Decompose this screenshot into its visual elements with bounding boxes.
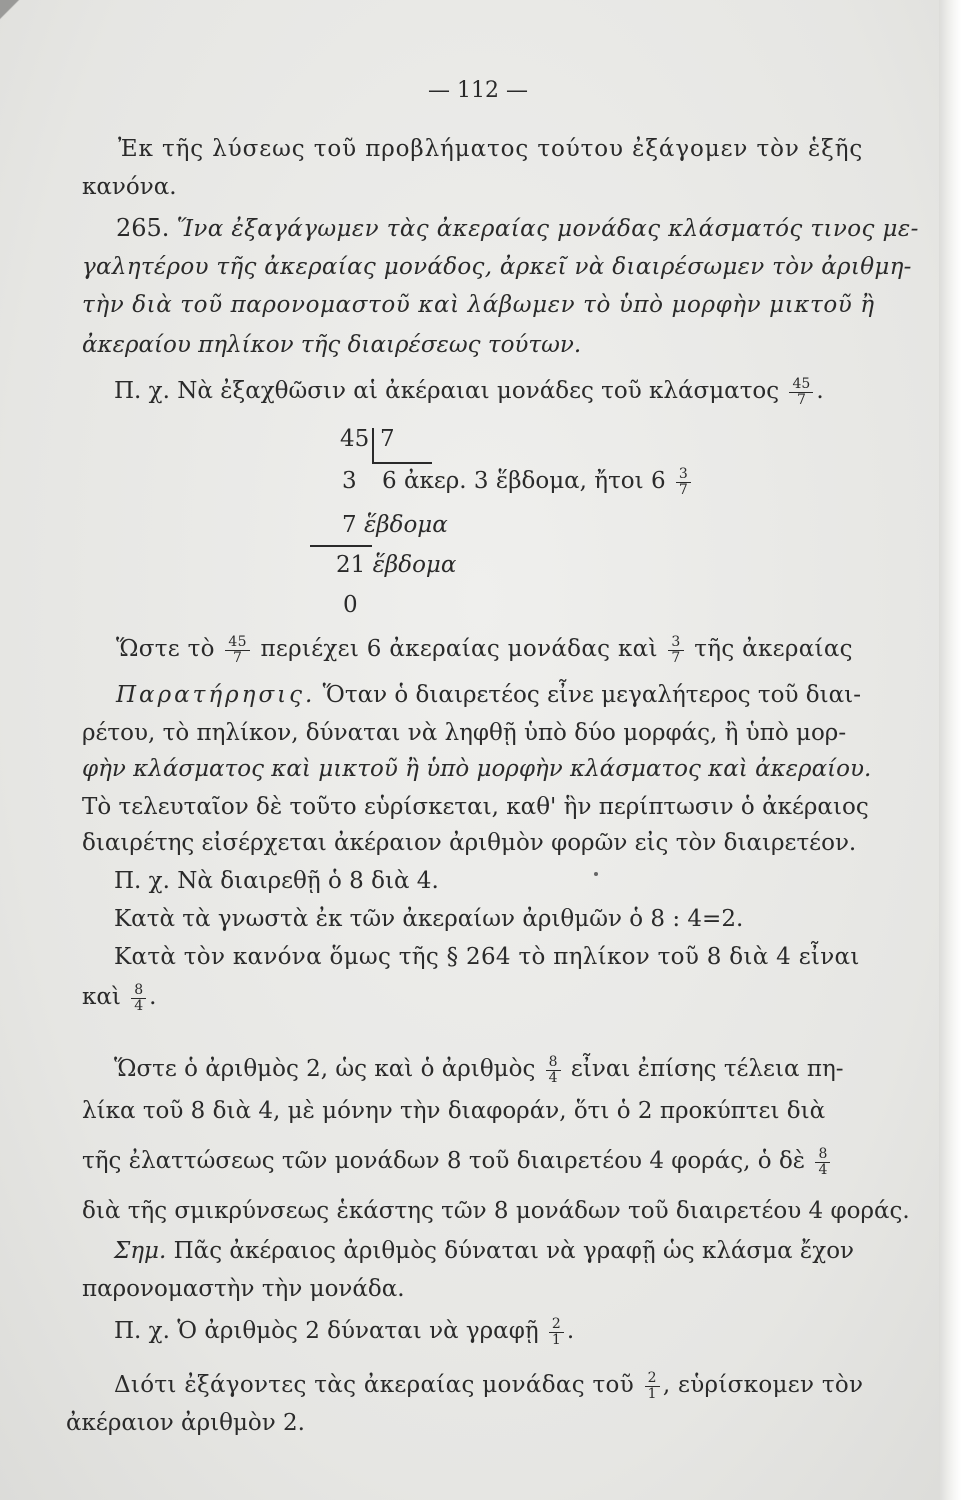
page-number: — 112 — — [428, 78, 528, 103]
remark-line-5: διαιρέτης εἰσέρχεται ἀκέραιον ἀριθμὸν φορῶν εἰς τὸν διαιρετέον. — [82, 830, 857, 856]
fraction-45-7 — [225, 635, 249, 666]
fraction-numerator: 8 — [546, 1055, 561, 1071]
note-label: Σημ. — [114, 1238, 167, 1264]
final-line-2: ἀκέραιον ἀριθμὸν 2. — [66, 1410, 305, 1436]
conclusion-2-line-1 — [114, 1054, 844, 1086]
fraction-numerator: 8 — [131, 983, 146, 999]
fraction-8-4 — [131, 983, 146, 1014]
example-3 — [114, 1316, 574, 1348]
row-number: 21 — [336, 552, 366, 578]
conclusion-2-line-3 — [82, 1146, 833, 1178]
conclusion-2-post: εἶναι ἐπίσης τέλεια πη- — [570, 1056, 844, 1082]
fraction-numerator: 3 — [676, 467, 691, 483]
fraction-numerator: 45 — [789, 377, 813, 393]
row-number: 7 — [342, 512, 357, 538]
division-vertical-bar — [372, 428, 374, 464]
example-2-line-2: Κατὰ τὰ γνωστὰ ἐκ τῶν ἀκεραίων ἀριθμῶν ὁ 8 : 4=2. — [114, 906, 744, 932]
example-2-line-1: Π. χ. Νὰ διαιρεθῇ ὁ 8 διὰ 4. — [114, 868, 439, 894]
intro-line-2: κανόνα. — [82, 174, 177, 200]
example-3-text: Π. χ. Ὁ ἀριθμὸς 2 δύναται νὰ γραφῇ — [114, 1318, 539, 1344]
example-1-end: . — [816, 378, 824, 404]
page-edge — [939, 0, 961, 1500]
fraction-denominator: 4 — [548, 1069, 558, 1086]
division-row-5: 0 — [343, 592, 358, 618]
remark-line-4: Τὸ τελευταῖον δὲ τοῦτο εὑρίσκεται, καθ' ἣν περίπτωσιν ὁ ἀκέραιος — [82, 794, 869, 820]
example-2-line-4 — [82, 982, 156, 1014]
note-line-2: παρονομαστὴν τὴν μονάδα. — [82, 1276, 405, 1302]
example-3-end: . — [566, 1318, 575, 1344]
fraction-numerator: 2 — [549, 1317, 564, 1333]
fraction-denominator: 7 — [678, 481, 688, 498]
section-265-line-4: ἀκεραίου πηλίκον τῆς διαιρέσεως τούτων. — [82, 332, 582, 358]
fraction-8-4 — [546, 1055, 561, 1086]
remainder: 3 — [342, 468, 357, 494]
conclusion-2-line-4: διὰ τῆς σμικρύνσεως ἑκάστης τῶν 8 μονάδων τοῦ διαιρετέου 4 φοράς. — [82, 1198, 910, 1224]
fraction-denominator: 7 — [671, 649, 681, 666]
rule-text: Ἵνα ἐξαγάγωμεν τὰς ἀκεραίας μονάδας κλάσματός τινος με- — [176, 216, 919, 242]
print-speck — [594, 872, 598, 876]
fraction-2-1 — [549, 1317, 564, 1348]
row-word: ἕβδομα — [363, 512, 448, 538]
conclusion-1 — [116, 634, 853, 666]
fraction-denominator: 7 — [232, 649, 243, 666]
example-1-text: Π. χ. Νὰ ἐξαχθῶσιν αἱ ἀκέραιαι μονάδες τοῦ κλάσματος — [114, 378, 780, 404]
remark-line-2: ρέτου, τὸ πηλίκον, δύναται νὰ ληφθῇ ὑπὸ δύο μορφάς, ἢ ὑπὸ μορ- — [82, 720, 847, 746]
example-1 — [114, 376, 824, 408]
page-corner — [0, 0, 20, 20]
example-2-end: . — [149, 984, 157, 1010]
conclusion-1-pre: Ὥστε τὸ — [116, 636, 215, 662]
fraction-8-4 — [815, 1147, 830, 1178]
conclusion-2-line-3-text: τῆς ἐλαττώσεως τῶν μονάδων 8 τοῦ διαιρετέου 4 φοράς, ὁ δὲ — [82, 1148, 806, 1174]
section-number: 265. — [116, 214, 170, 242]
fraction-numerator: 45 — [225, 635, 249, 651]
remark-title: Παρατήρησις. — [116, 682, 316, 708]
conclusion-2-line-2: λίκα τοῦ 8 διὰ 4, μὲ μόνην τὴν διαφοράν, ὅτι ὁ 2 προκύπτει διὰ — [82, 1098, 826, 1124]
fraction-numerator: 3 — [668, 635, 683, 651]
fraction-numerator: 2 — [645, 1371, 660, 1387]
fraction-denominator: 7 — [796, 391, 806, 408]
example-2-pre: καὶ — [82, 984, 121, 1010]
example-2-line-3: Κατὰ τὸν κανόνα ὅμως τῆς § 264 τὸ πηλίκον τοῦ 8 διὰ 4 εἶναι — [114, 944, 860, 970]
remark-line-3 — [82, 754, 871, 784]
fraction-denominator: 1 — [551, 1331, 561, 1348]
fraction-2-1 — [645, 1371, 660, 1402]
fraction-denominator: 4 — [134, 997, 144, 1014]
section-265-line-3: τὴν διὰ τοῦ παρονομαστοῦ καὶ λάβωμεν τὸ ὑπὸ μορφὴν μικτοῦ ἢ — [82, 292, 875, 318]
mixed-fraction — [676, 467, 691, 498]
divisor: 7 — [380, 426, 395, 452]
intro-line-1: Ἐκ τῆς λύσεως τοῦ προβλήματος τούτου ἐξάγομεν τὸν ἑξῆς — [118, 136, 864, 162]
remark-italic: φὴν κλάσματος καὶ μικτοῦ ἢ ὑπὸ μορφὴν κλάσματος καὶ ἀκεραίου. — [82, 756, 872, 782]
division-sum-bar — [310, 545, 372, 547]
quotient-text: 6 ἀκερ. 3 ἕβδομα, ἤτοι 6 — [382, 468, 666, 494]
final-post: , εὑρίσκομεν τὸν — [662, 1372, 864, 1398]
note-text: Πᾶς ἀκέραιος ἀριθμὸς δύναται νὰ γραφῇ ὡς κλάσμα ἔχον — [173, 1238, 855, 1264]
conclusion-1-mid: περιέχει 6 ἀκεραίας μονάδας καὶ — [260, 636, 658, 662]
fraction-denominator: 1 — [647, 1385, 657, 1402]
quotient — [382, 466, 694, 498]
division-divisor-bar — [372, 462, 432, 464]
section-265-line-1 — [116, 213, 919, 244]
dividend: 45 — [340, 426, 370, 452]
final-pre: Διότι ἐξάγοντες τὰς ἀκεραίας μονάδας τοῦ — [114, 1372, 634, 1398]
fraction-denominator: 4 — [818, 1161, 828, 1178]
fraction-45-7 — [789, 377, 813, 408]
division-row-3 — [342, 510, 448, 540]
conclusion-2-pre: Ὥστε ὁ ἀριθμὸς 2, ὡς καὶ ὁ ἀριθμὸς — [114, 1056, 536, 1082]
final-line-1 — [114, 1370, 863, 1402]
fraction-3-7 — [668, 635, 683, 666]
conclusion-1-post: τῆς ἀκεραίας — [694, 636, 853, 662]
row-word: ἕβδομα — [372, 552, 457, 578]
division-row-4 — [336, 550, 456, 580]
section-265-line-2: γαλητέρου τῆς ἀκεραίας μονάδος, ἀρκεῖ νὰ διαιρέσωμεν τὸν ἀριθμη- — [82, 254, 912, 280]
remark-text: Ὅταν ὁ διαιρετέος εἶνε μεγαλήτερος τοῦ διαι- — [322, 682, 861, 708]
fraction-numerator: 8 — [815, 1147, 830, 1163]
note-line-1 — [114, 1236, 854, 1266]
remark-line-1 — [116, 680, 861, 710]
